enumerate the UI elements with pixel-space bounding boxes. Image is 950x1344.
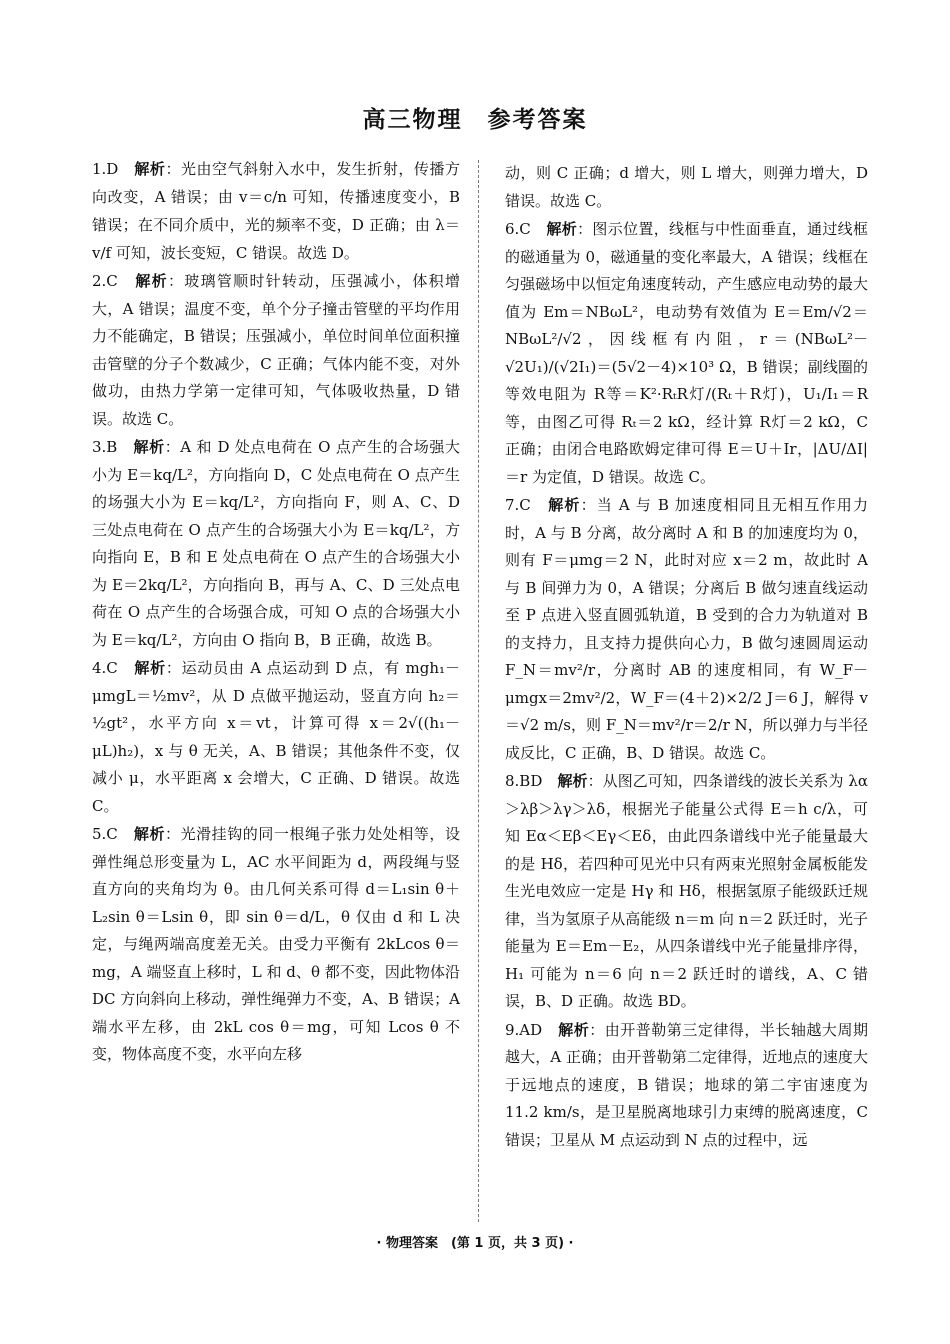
answer-number: 2.C	[92, 272, 118, 290]
answer-number: 9.AD	[505, 1020, 543, 1039]
answer-item-6	[505, 216, 868, 491]
page-title: 高三物理 参考答案	[362, 107, 588, 133]
answer-number: 3.B	[92, 438, 118, 456]
analysis-label: 解析	[546, 220, 578, 238]
answer-text: ：图示位置，线框与中性面垂直，通过线框的磁通量为 0，磁通量的变化率最大，A 错误；线框在匀强磁场中以恒定角速度转动，产生感应电动势的最大值为 Em＝NBωL²，电动势有效值为 E＝Em/√2＝NBωL²/√2，因线框有内阻，r＝(NBωL²－√2U₁)/(√2I₁)＝(5√2－4)×10³ Ω，B 错误；副线圈的等效电阻为 R等＝K²·RₜR灯/(Rₜ＋R灯)，U₁/I₁＝R等，由图乙可得 Rₜ＝2 kΩ，经计算 R灯＝2 kΩ，C 正确；由闭合电路欧姆定律可得 E＝U＋Ir，|ΔU/ΔI|＝r 为定值，D 错误。故选 C。	[505, 220, 868, 486]
analysis-label: 解析	[135, 272, 168, 290]
answer-number: 1.D	[92, 160, 119, 178]
answer-number: 5.C	[92, 825, 118, 843]
analysis-label: 解析	[548, 496, 581, 514]
analysis-label: 解析	[133, 825, 166, 843]
analysis-label: 解析	[133, 438, 165, 456]
answer-text: 动，则 C 正确；d 增大，则 L 增大，则弹力增大，D 错误。故选 C。	[505, 164, 868, 210]
answer-text: ：由开普勒第三定律得，半长轴越大周期越大，A 正确；由开普勒第二定律得，近地点的速度大于远地点的速度，B 错误；地球的第二宇宙速度为 11.2 km/s，是卫星脱离地球引力束缚的脱离速度，C 错误；卫星从 M 点运动到 N 点的过程中，远	[505, 1020, 868, 1149]
answer-text: ：玻璃管顺时针转动，压强减小，体积增大，A 错误；温度不变，单个分子撞击管壁的平均作用力不能确定，B 错误；压强减小，单位时间单位面积撞击管壁的分子个数减少，C 正确；气体内能不变，对外做功，由热力学第一定律可知，气体吸收热量，D 错误。故选 C。	[92, 272, 460, 428]
answer-text: ：当 A 与 B 加速度相同且无相互作用力时，A 与 B 分离，故分离时 A 和 B 的加速度均为 0，则有 F＝μmg＝2 N，此时对应 x＝2 m，故此时 A 与 B 间弹力为 0，A 错误；分离后 B 做匀速直线运动至 P 点进入竖直圆弧轨道，B 受到的合力为轨道对 B 的支持力，且支持力提供向心力，B 做匀速圆周运动 F_N＝mv²/r，分离时 AB 的速度相同，有 W_F－μmgx＝2mv²/2，W_F＝(4＋2)×2/2 J＝6 J，解得 v＝√2 m/s，则 F_N＝mv²/r＝2/r N，所以弹力与半径成反比，C 正确，B、D 错误。故选 C。	[505, 496, 868, 762]
left-column	[92, 155, 460, 1070]
analysis-label: 解析	[557, 772, 588, 790]
column-divider	[478, 160, 479, 1222]
right-column	[505, 160, 868, 1155]
answer-text: ：A 和 D 处点电荷在 O 点产生的合场强大小为 E＝kq/L²，方向指向 D，C 处点电荷在 O 点产生的场强大小为 E＝kq/L²，方向指向 F，则 A、C、D 三处点电荷在 O 点产生的合场强大小为 E＝kq/L²，方向指向 E，B 和 E 处点电荷在 O 点产生的合场强大小为 E＝2kq/L²，方向指向 B，再与 A、C、D 三处点电荷在 O 点产生的合场强合成，可知 O 点的合场强大小为 E＝kq/L²，方向由 O 指向 B，B 正确，故选 B。	[92, 438, 460, 649]
answer-item-2	[92, 268, 460, 433]
page-footer: · 物理答案 (第 1 页，共 3 页) ·	[376, 1236, 574, 1251]
answer-text: ：从图乙可知，四条谱线的波长关系为 λα＞λβ＞λγ＞λδ，根据光子能量公式得 E＝h c/λ，可知 Eα＜Eβ＜Eγ＜Eδ，由此四条谱线中光子能量最大的是 Hδ，若四种可见光中只有两束光照射金属板能发生光电效应一定是 Hγ 和 Hδ，根据氢原子能级跃迁规律，当为氢原子从高能级 n＝m 向 n＝2 跃迁时，光子能量为 E＝Em－E₂，从四条谱线中光子能量排序得，H₁ 可能为 n＝6 向 n＝2 跃迁时的谱线，A、C 错误，B、D 正确。故选 BD。	[505, 772, 868, 1010]
analysis-label: 解析	[558, 1020, 590, 1039]
answer-number: 6.C	[505, 220, 531, 238]
answer-item-4	[92, 655, 460, 820]
answer-item-3	[92, 434, 460, 654]
answer-number: 4.C	[92, 659, 118, 677]
answer-item-5	[92, 821, 460, 1069]
answer-text: ：光滑挂钩的同一根绳子张力处处相等，设弹性绳总形变量为 L，AC 水平间距为 d，两段绳与竖直方向的夹角均为 θ。由几何关系可得 d＝L₁sin θ＋L₂sin θ＝Lsin θ，即 sin θ＝d/L，θ 仅由 d 和 L 决定，与绳两端高度差无关。由受力平衡有 2kLcos θ＝mg，A 端竖直上移时，L 和 d、θ 都不变，因此物体沿 DC 方向斜向上移动，弹性绳弹力不变，A、B 错误；A 端水平左移，由 2kL cos θ＝mg，可知 Lcos θ 不变，物体高度不变，水平向左移	[92, 825, 460, 1063]
answer-text: ：光由空气斜射入水中，发生折射，传播方向改变，A 错误；由 v＝c/n 可知，传播速度变小，B 错误；在不同介质中，光的频率不变，D 正确；由 λ＝v/f 可知，波长变短，C 错误。故选 D。	[92, 160, 460, 262]
answer-item-1	[92, 155, 460, 267]
answer-item-5-continued	[505, 160, 868, 215]
analysis-label: 解析	[134, 659, 166, 677]
answer-item-9	[505, 1017, 868, 1155]
answer-number: 8.BD	[505, 772, 543, 790]
answer-item-8	[505, 768, 868, 1016]
analysis-label: 解析	[134, 160, 166, 178]
answer-text: ：运动员由 A 点运动到 D 点，有 mgh₁－μmgL＝½mv²，从 D 点做平抛运动，竖直方向 h₂＝½gt²，水平方向 x＝vt，计算可得 x＝2√((h₁－μL)h₂)，x 与 θ 无关，A、B 错误；其他条件不变，仅减小 μ，水平距离 x 会增大，C 正确、D 错误。故选 C。	[92, 659, 460, 815]
answer-item-7	[505, 492, 868, 767]
answer-number: 7.C	[505, 496, 531, 514]
